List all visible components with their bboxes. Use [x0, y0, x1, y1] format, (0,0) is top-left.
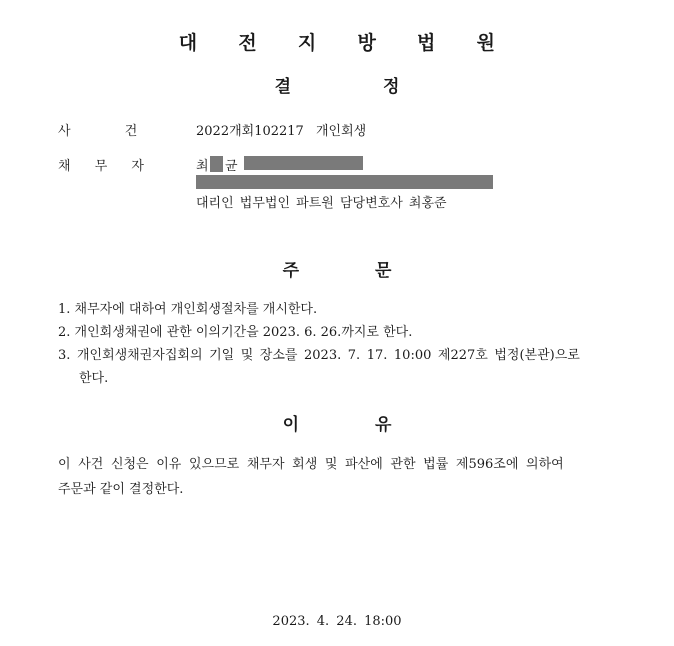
- order-item-3-num: 3.: [58, 348, 71, 363]
- reason-line-1: 이 사건 신청은 이유 있으므로 채무자 회생 및 파산에 관한 법률 제596조에 의하여: [58, 457, 564, 472]
- order-item-2-num: 2.: [58, 325, 71, 340]
- court-name-text: 대 전 지 방 법 원: [178, 32, 496, 54]
- debtor-label: 채 무 자: [58, 159, 144, 174]
- debtor-name-last: 균: [225, 159, 238, 174]
- order-item-1-text: 채무자에 대하여 개인회생절차를 개시한다.: [74, 302, 318, 317]
- order-item-3-continuation: 한다.: [79, 371, 109, 386]
- case-number: 2022개회102217 개인회생: [196, 124, 367, 139]
- document-type: [0, 72, 674, 97]
- reason-heading-text: 이 유: [282, 415, 392, 435]
- debtor-representative: 대리인 법무법인 파트원 담당변호사 최홍준: [196, 196, 447, 211]
- redaction-block-address: [196, 175, 493, 189]
- order-item-3: [58, 344, 580, 363]
- order-item-1: [58, 298, 317, 317]
- order-item-1-num: 1.: [58, 302, 71, 317]
- debtor-name: [196, 155, 209, 174]
- reason-line-2: 주문과 같이 결정한다.: [58, 482, 184, 497]
- redaction-block-name: [210, 156, 223, 172]
- reason-heading: [0, 410, 674, 435]
- redaction-block-id: [244, 156, 363, 170]
- order-item-2: [58, 321, 412, 340]
- order-item-2-text: 개인회생채권에 관한 이의기간을 2023. 6. 26.까지로 한다.: [74, 325, 413, 340]
- court-name: [0, 28, 674, 55]
- document-type-text: 결 정: [274, 77, 400, 97]
- order-heading-text: 주 문: [282, 261, 392, 281]
- case-label: 사 건: [58, 124, 138, 139]
- order-item-3-text: 개인회생채권자집회의 기일 및 장소를 2023. 7. 17. 10:00 제227호 법정(본관)으로: [76, 348, 580, 363]
- order-heading: [0, 256, 674, 281]
- decision-date: 2023. 4. 24. 18:00: [272, 614, 402, 629]
- debtor-name-first: 최: [196, 159, 209, 174]
